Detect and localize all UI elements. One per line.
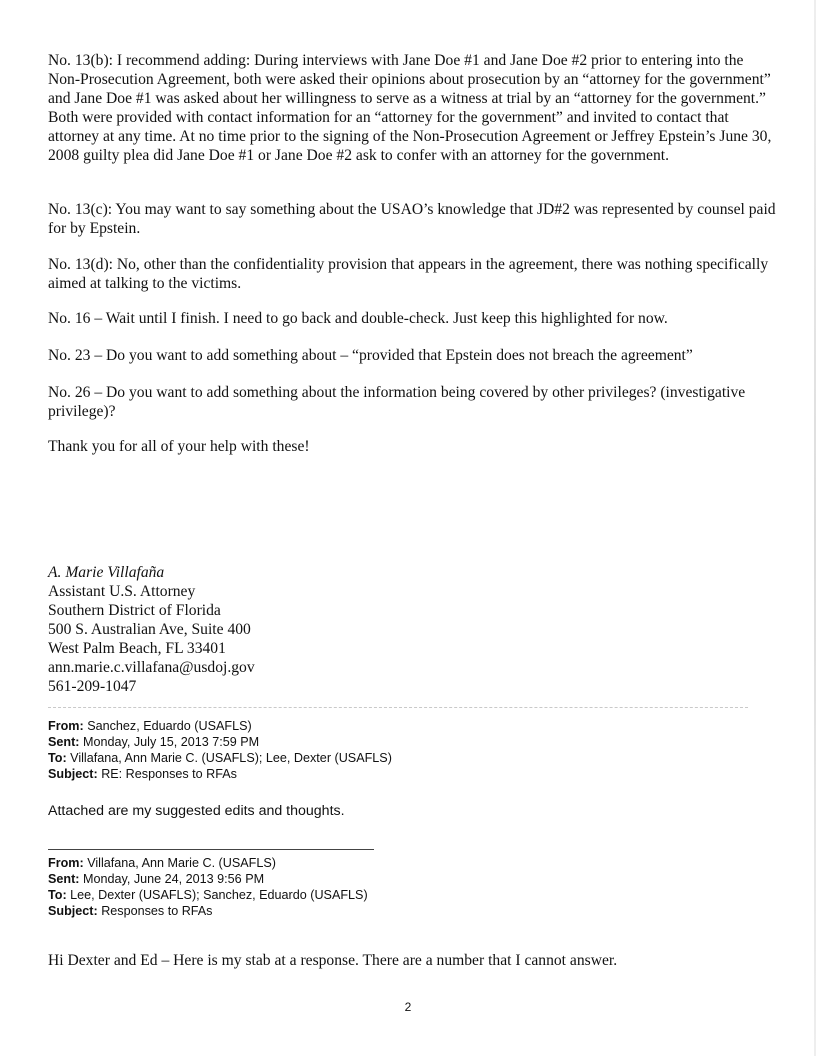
sent-label: Sent:	[48, 735, 80, 749]
email1-to-row	[48, 750, 392, 766]
signature-title: Assistant U.S. Attorney	[48, 583, 196, 600]
email-header-1	[48, 718, 392, 782]
email-separator	[48, 849, 374, 850]
to-label: To:	[48, 751, 67, 765]
signature-phone: 561-209-1047	[48, 678, 137, 695]
signature-block	[48, 563, 255, 696]
email2-body: Hi Dexter and Ed – Here is my stab at a response. There are a number that I cannot answer.	[48, 952, 618, 969]
paragraph-23: No. 23 – Do you want to add something about – “provided that Epstein does not breach the agreement”	[48, 347, 693, 364]
email1-sent-row	[48, 734, 392, 750]
email2-sent: Monday, June 24, 2013 9:56 PM	[82, 872, 265, 886]
email-header-2	[48, 855, 368, 919]
signature-city: West Palm Beach, FL 33401	[48, 640, 226, 657]
email1-to: Villafana, Ann Marie C. (USAFLS); Lee, Dexter (USAFLS)	[70, 751, 392, 765]
from-label: From:	[48, 856, 84, 870]
email1-from-row	[48, 718, 392, 734]
paragraph-26: No. 26 – Do you want to add something about the information being covered by other privileges? (investigative privilege)?	[48, 384, 746, 420]
email2-to-row	[48, 887, 368, 903]
email1-body: Attached are my suggested edits and thoughts.	[48, 803, 345, 819]
email1-sent: Monday, July 15, 2013 7:59 PM	[82, 735, 260, 749]
email1-subject: RE: Responses to RFAs	[101, 767, 237, 781]
email1-subject-row	[48, 766, 392, 782]
signature-street: 500 S. Australian Ave, Suite 400	[48, 621, 251, 638]
email2-subject: Responses to RFAs	[101, 904, 213, 918]
subject-label: Subject:	[48, 767, 98, 781]
email1-from: Sanchez, Eduardo (USAFLS)	[87, 719, 252, 733]
paragraph-16: No. 16 – Wait until I finish. I need to go back and double-check. Just keep this highlighted for now.	[48, 310, 668, 327]
sent-label: Sent:	[48, 872, 80, 886]
signature-email[interactable]: ann.marie.c.villafana@usdoj.gov	[48, 659, 255, 676]
to-label: To:	[48, 888, 67, 902]
email2-sent-row	[48, 871, 368, 887]
email2-subject-row	[48, 903, 368, 919]
email2-from-row	[48, 855, 368, 871]
signature-office: Southern District of Florida	[48, 602, 221, 619]
from-label: From:	[48, 719, 84, 733]
email2-from: Villafana, Ann Marie C. (USAFLS)	[87, 856, 276, 870]
page-number: 2	[404, 1000, 412, 1014]
thanks-line: Thank you for all of your help with these!	[48, 438, 310, 455]
signature-name: A. Marie Villafaña	[48, 564, 165, 581]
scan-faint-divider	[48, 707, 748, 708]
paragraph-13b: No. 13(b): I recommend adding: During interviews with Jane Doe #1 and Jane Doe #2 prior to entering into the Non-Prosecution Agreement, both were asked their opinions about prosecution by an “attorney for the government” and Jane Doe #1 was asked about her willingness to serve as a witness at trial by an “attorney for the government.” Both were provided with contact information for an “attorney for the government” and invited to contact that attorney at any time. At no time prior to the signing of the Non-Prosecution Agreement or Jeffrey Epstein’s June 30, 2008 guilty plea did Jane Doe #1 or Jane Doe #2 ask to confer with an attorney for the government.	[48, 52, 772, 164]
subject-label: Subject:	[48, 904, 98, 918]
email2-to: Lee, Dexter (USAFLS); Sanchez, Eduardo (USAFLS)	[70, 888, 368, 902]
paragraph-13d: No. 13(d): No, other than the confidentiality provision that appears in the agreement, there was nothing specifically aimed at talking to the victims.	[48, 256, 769, 292]
paragraph-13c: No. 13(c): You may want to say something about the USAO’s knowledge that JD#2 was represented by counsel paid for by Epstein.	[48, 201, 776, 237]
